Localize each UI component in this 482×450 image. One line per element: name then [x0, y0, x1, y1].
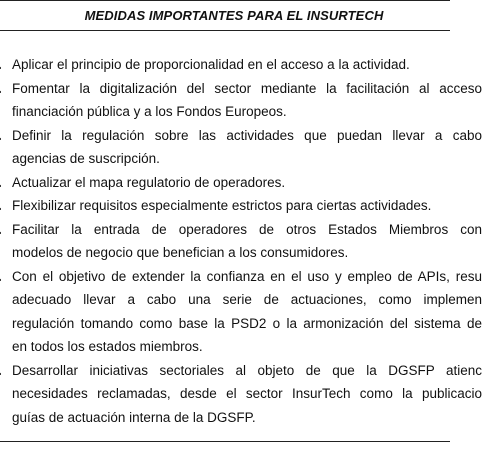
list-item-text-line: adecuado llevar a cabo una serie de actuaciones, como implemen	[12, 292, 482, 307]
list-item-text-line: Actualizar el mapa regulatorio de operadores.	[12, 174, 286, 190]
top-rule	[0, 0, 450, 1]
bullet-marker	[0, 171, 2, 195]
bullet-marker	[0, 265, 2, 289]
bullet-marker	[0, 194, 2, 218]
list-item-text-line: modelos de negocio que benefician a los consumidores.	[12, 245, 349, 260]
list-item	[0, 77, 482, 124]
bullet-marker	[0, 53, 2, 77]
list-item	[0, 124, 482, 171]
list-item	[0, 265, 482, 359]
list-item-text-line: Definir la regulación sobre las actividades que puedan llevar a cabo	[12, 127, 482, 143]
list-item	[0, 218, 482, 265]
list-item-text-line: Flexibilizar requisitos especialmente estrictos para ciertas actividades.	[12, 198, 432, 213]
table-title: MEDIDAS IMPORTANTES PARA EL INSURTECH	[84, 8, 384, 23]
list-item	[0, 359, 482, 430]
bullet-marker	[0, 124, 2, 148]
list-item-text-line: guías de actuación interna de la DGSFP.	[12, 409, 256, 425]
list-item	[0, 171, 450, 195]
title-rule	[0, 30, 450, 31]
list-item-text-line: en todos los estados miembros.	[12, 339, 203, 354]
list-item	[0, 53, 450, 77]
list-item-text-line: Desarrollar iniciativas sectoriales al objeto de que la DGSFP atienc	[12, 362, 482, 378]
list-item-text-line: financiación pública y a los Fondos Europeos.	[12, 104, 287, 119]
list-item-text-line: Facilitar la entrada de operadores de otros Estados Miembros con	[12, 221, 482, 237]
list-item	[0, 194, 450, 218]
bullet-marker	[0, 218, 2, 242]
bottom-rule	[0, 441, 450, 442]
list-item-text-line: Con el objetivo de extender la confianza en el uso y empleo de APIs, resu	[12, 268, 482, 284]
list-item-text-line: Aplicar el principio de proporcionalidad en el acceso a la actividad.	[12, 57, 410, 72]
list-item-text-line: necesidades reclamadas, desde el sector InsurTech como la publicacio	[12, 386, 482, 401]
list-item-text-line: agencias de suscripción.	[12, 151, 160, 166]
bullet-marker	[0, 359, 2, 383]
bullet-marker	[0, 77, 2, 101]
list-item-text-line: regulación tomando como base la PSD2 o la armonización del sistema de	[12, 315, 482, 331]
list-item-text-line: Fomentar la digitalización del sector mediante la facilitación al acceso	[12, 80, 482, 96]
measures-list	[0, 53, 482, 429]
